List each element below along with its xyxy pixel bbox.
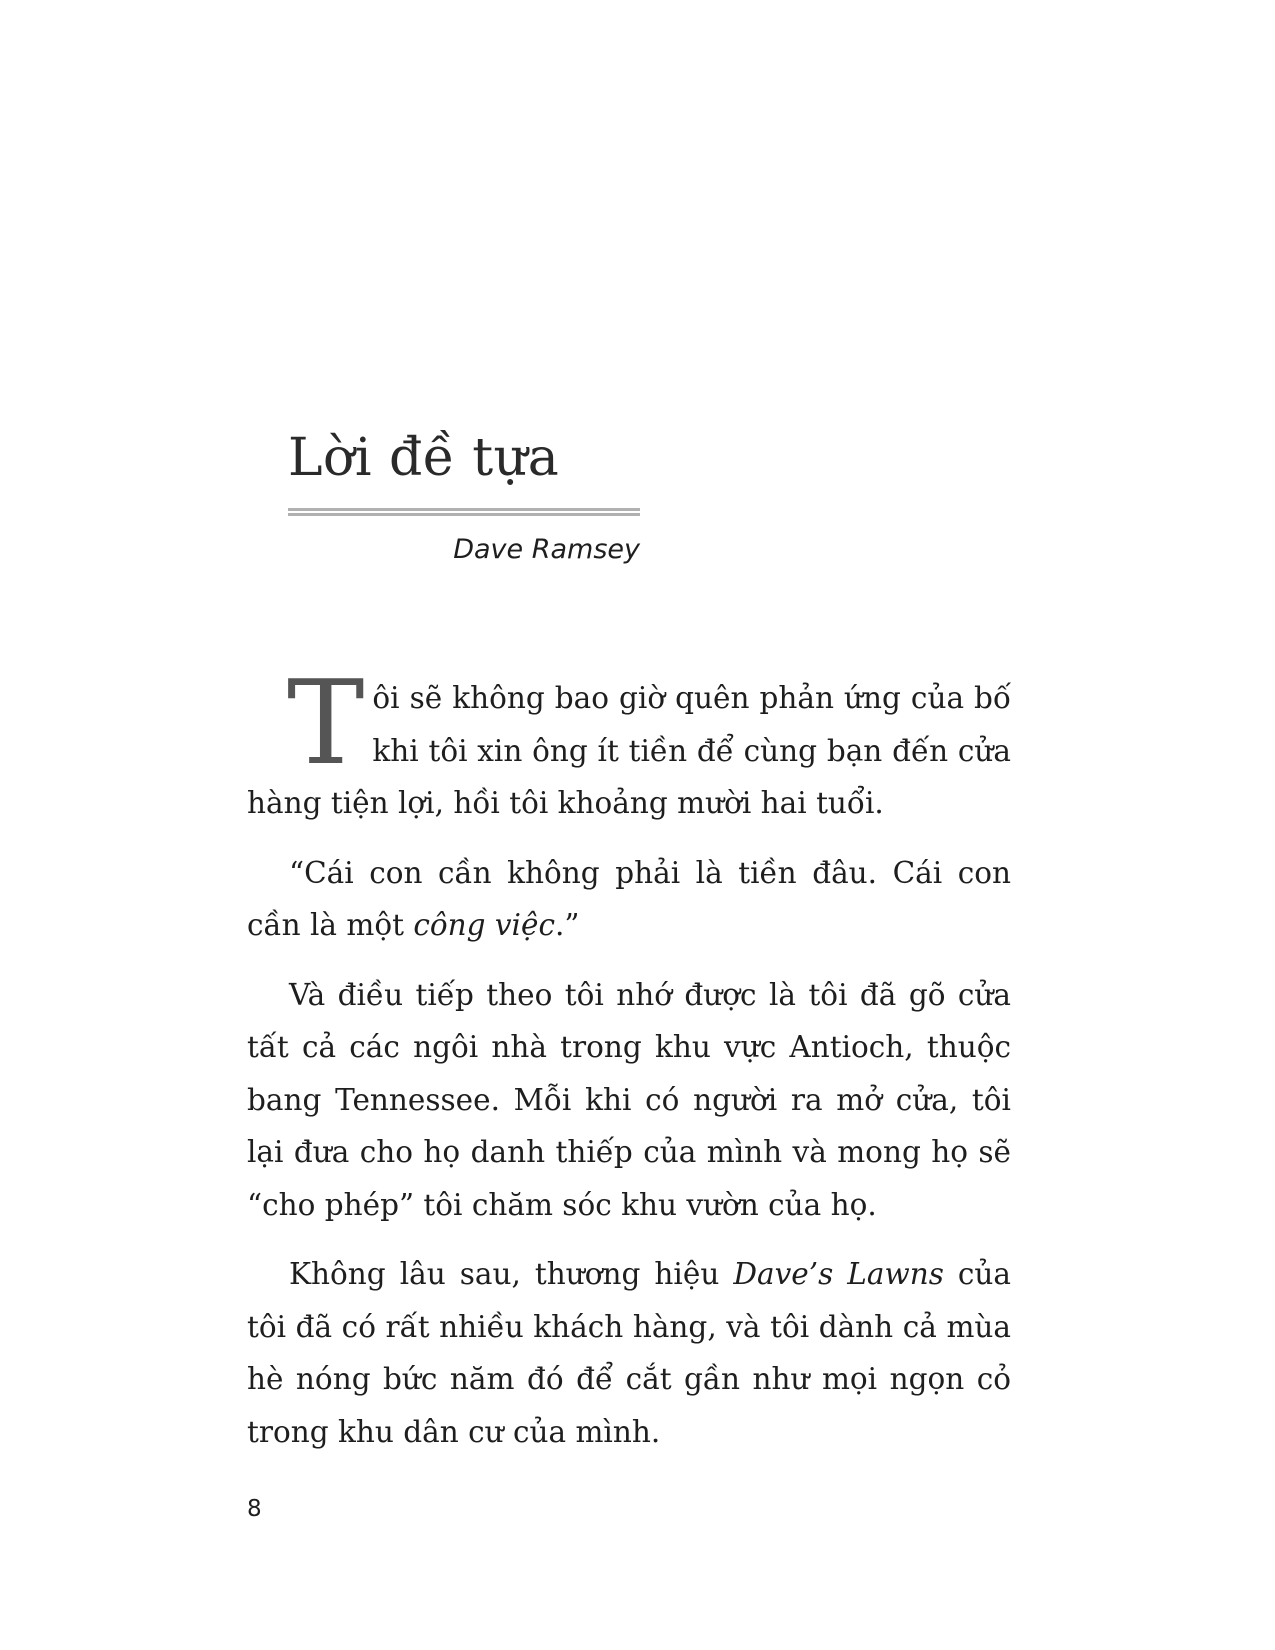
title-rule-top-line [288, 508, 640, 511]
paragraph-4-emphasis: Dave’s Lawns [733, 1257, 944, 1291]
paragraph-3 [247, 969, 1011, 1232]
paragraph-1-text: ôi sẽ không bao giờ quên phản ứng của bố khi tôi xin ông ít tiền để cùng bạn đến cửa hàng tiện lợi, hồi tôi khoảng mười hai tuổi. [247, 681, 1011, 820]
title-rule-bottom-line [288, 513, 640, 516]
chapter-author: Dave Ramsey [453, 534, 640, 565]
body-text [247, 656, 1011, 1475]
title-double-rule [288, 508, 640, 516]
drop-cap: T [287, 656, 365, 791]
chapter-heading [288, 428, 640, 565]
page-number: 8 [247, 1496, 262, 1522]
paragraph-4-before: Không lâu sau, thương hiệu [289, 1257, 734, 1291]
paragraph-4 [247, 1248, 1011, 1458]
paragraph-2-emphasis: công việc [413, 908, 555, 942]
paragraph-2-before: “Cái con cần không phải là tiền đâu. Cái con cần là một [247, 855, 1011, 942]
paragraph-4-after: của tôi đã có rất nhiều khách hàng, và tôi dành cả mùa hè nóng bức năm đó để cắt gần như mọi ngọn cỏ trong khu dân cư của mình. [247, 1257, 1011, 1449]
paragraph-3-text: Và điều tiếp theo tôi nhớ được là tôi đã gõ cửa tất cả các ngôi nhà trong khu vực Antioch, thuộc bang Tennessee. Mỗi khi có người ra mở cửa, tôi lại đưa cho họ danh thiếp của mình và mong họ sẽ “cho phép” tôi chăm sóc khu vườn của họ. [247, 977, 1011, 1222]
paragraph-2-after: .” [554, 908, 580, 942]
chapter-title: Lời đề tựa [288, 428, 560, 488]
paragraph-2 [247, 847, 1011, 952]
paragraph-1 [247, 656, 1011, 830]
